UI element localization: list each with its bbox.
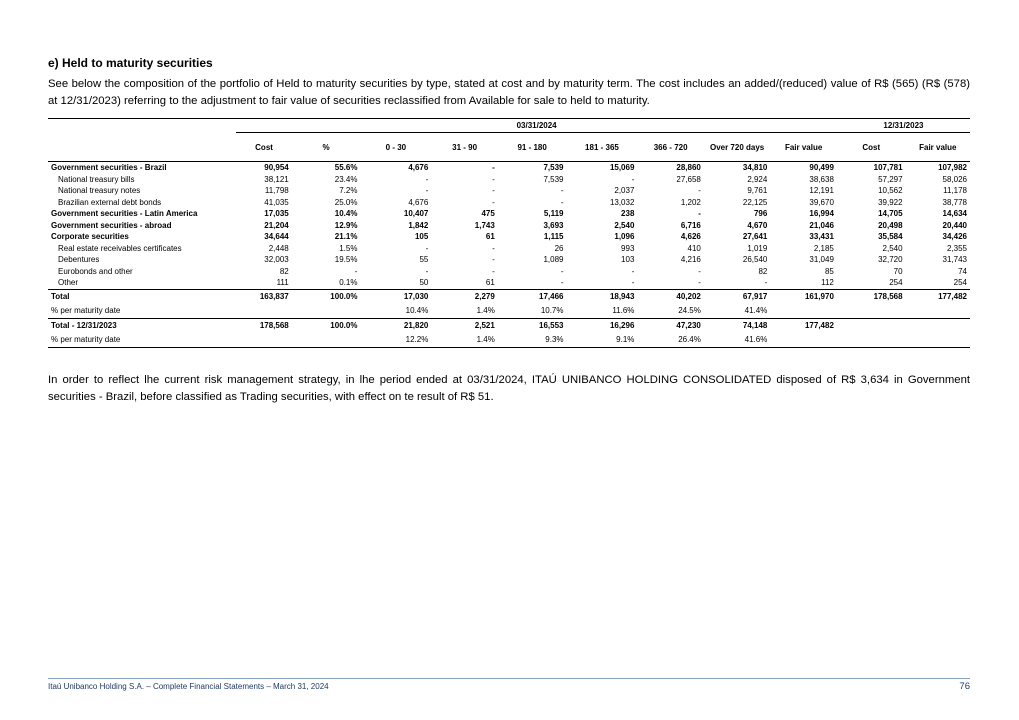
table-cell: 38,778 <box>942 197 967 207</box>
row-label: Eurobonds and other <box>58 266 133 276</box>
table-cell: 3,693 <box>543 220 564 230</box>
table-cell: 16,553 <box>498 318 567 333</box>
table-cell: 15,069 <box>609 163 635 173</box>
table-cell: 16,296 <box>567 318 638 333</box>
section-heading: e) Held to maturity securities <box>48 56 213 70</box>
table-cell: 26 <box>554 243 564 253</box>
table-cell: 11.6% <box>612 306 635 315</box>
table-cell: 19.5% <box>334 255 358 265</box>
table-cell: 163,837 <box>236 289 291 304</box>
table-cell: - <box>492 243 495 253</box>
table-cell: 9.3% <box>498 333 567 348</box>
table-cell: 27,641 <box>742 232 768 242</box>
table-cell <box>292 333 361 348</box>
table-row <box>48 304 970 319</box>
table-cell: 61 <box>485 232 495 242</box>
table-cell: 28,860 <box>676 163 701 173</box>
table-cell: 13,032 <box>609 197 635 207</box>
table-cell: 31,743 <box>942 255 967 265</box>
table-cell: 67,917 <box>704 289 770 304</box>
table-cell: 21,204 <box>264 220 289 230</box>
table-cell: 18,943 <box>567 289 638 304</box>
table-cell: 10,407 <box>403 209 429 219</box>
table-cell: 32,720 <box>878 255 903 265</box>
table-cell: - <box>631 174 635 184</box>
col-header: Cost <box>837 133 906 162</box>
col-header: 181 - 365 <box>567 133 638 162</box>
table-cell <box>837 304 906 319</box>
table-cell: 20,440 <box>942 220 967 230</box>
table-cell: 10.4% <box>334 209 358 219</box>
table-cell: 17,030 <box>360 289 431 304</box>
table-cell: 1,096 <box>614 232 635 242</box>
row-label: Corporate securities <box>51 232 129 242</box>
col-header: Over 720 days <box>704 133 770 162</box>
table-row <box>48 289 970 304</box>
table-cell: - <box>425 186 429 196</box>
table-cell: 21,820 <box>360 318 431 333</box>
table-cell: 14,634 <box>942 209 967 219</box>
col-header: 91 - 180 <box>498 133 567 162</box>
table-cell: - <box>631 266 635 276</box>
table-cell <box>837 318 906 333</box>
col-header: Fair value <box>906 133 970 162</box>
table-cell: 178,568 <box>236 318 291 333</box>
table-cell: 2,185 <box>813 243 834 253</box>
table-cell: - <box>354 266 358 276</box>
col-header: % <box>292 133 361 162</box>
table-cell: 238 <box>621 209 635 219</box>
table-cell: 90,499 <box>809 163 834 173</box>
table-cell <box>906 333 970 348</box>
table-cell: 1,743 <box>474 220 495 230</box>
table-cell: 178,568 <box>837 289 906 304</box>
table-cell: 177,482 <box>906 289 970 304</box>
row-label: National treasury notes <box>58 186 141 196</box>
table-cell: 82 <box>279 266 289 276</box>
table-cell: 796 <box>753 209 768 219</box>
table-cell: 1,089 <box>543 255 564 265</box>
table-cell: 34,426 <box>942 232 967 242</box>
table-row <box>48 185 970 197</box>
table-cell: 74,148 <box>704 318 770 333</box>
row-label: Brazilian external debt bonds <box>58 197 162 207</box>
table-cell: 14,705 <box>878 209 903 219</box>
table-cell: 2,924 <box>747 174 768 184</box>
table-cell: 2,037 <box>614 186 635 196</box>
table-cell: 40,202 <box>637 289 703 304</box>
row-label: % per maturity date <box>51 306 121 315</box>
table-cell: 38,638 <box>809 174 834 184</box>
table-cell: 4,216 <box>680 255 701 265</box>
table-cell: 254 <box>953 278 967 288</box>
table-cell: 112 <box>821 278 834 288</box>
table-cell: 410 <box>687 243 701 253</box>
table-cell: 90,954 <box>264 163 289 173</box>
table-row <box>48 254 970 266</box>
table-cell: 9.1% <box>567 333 638 348</box>
table-cell: 2,540 <box>614 220 635 230</box>
table-cell: 21,046 <box>809 220 834 230</box>
table-cell: 10.7% <box>540 306 564 315</box>
securities-table <box>48 118 970 348</box>
table-cell: 12.2% <box>360 333 431 348</box>
table-cell: - <box>560 266 564 276</box>
table-cell: 74 <box>958 266 967 276</box>
table-cell: 107,982 <box>938 163 967 173</box>
col-header: 0 - 30 <box>360 133 431 162</box>
table-cell: 21.1% <box>334 232 358 242</box>
row-label: Government securities - abroad <box>51 220 172 230</box>
table-cell <box>236 304 291 319</box>
table-cell: 103 <box>621 255 635 265</box>
table-row <box>48 208 970 220</box>
table-cell: - <box>492 197 495 207</box>
table-cell: 24.5% <box>678 306 701 315</box>
table-cell: 61 <box>485 278 495 288</box>
table-cell: 2,279 <box>431 289 497 304</box>
table-cell: - <box>492 266 495 276</box>
table-cell <box>770 304 837 319</box>
table-row <box>48 174 970 186</box>
table-cell: 6,716 <box>680 220 701 230</box>
table-cell <box>906 304 970 319</box>
table-cell <box>236 333 291 348</box>
table-cell: - <box>631 278 635 288</box>
col-header: 31 - 90 <box>431 133 497 162</box>
table-cell: 10,562 <box>878 186 903 196</box>
table-cell: 7,539 <box>543 163 564 173</box>
table-row <box>48 318 970 333</box>
table-cell: 4,676 <box>408 163 429 173</box>
table-cell: - <box>492 255 495 265</box>
table-cell: 1.4% <box>476 306 495 315</box>
table-cell <box>837 333 906 348</box>
table-cell: 100.0% <box>292 318 361 333</box>
row-label: Government securities - Latin America <box>51 209 198 219</box>
table-cell: 11,178 <box>943 186 967 196</box>
table-cell: 1.4% <box>431 333 497 348</box>
table-cell: 161,970 <box>770 289 837 304</box>
table-cell: 12.9% <box>334 220 358 230</box>
table-row <box>48 231 970 243</box>
table-row <box>48 333 970 348</box>
table-cell: - <box>698 278 701 288</box>
table-cell <box>292 304 361 319</box>
row-label: Debentures <box>58 255 100 265</box>
table-cell: 107,781 <box>873 163 903 173</box>
table-cell: 1,842 <box>408 220 429 230</box>
table-cell <box>906 318 970 333</box>
table-cell: 39,922 <box>878 197 903 207</box>
table-cell: 7.2% <box>339 186 358 196</box>
table-cell: - <box>560 186 564 196</box>
table-cell: 1,115 <box>543 232 564 242</box>
closing-paragraph: In order to reflect lhe current risk management strategy, in lhe period ended at 03/31/2024, ITAÚ UNIBANCO HOLDING CONSOLIDATED disposed of R$ 3,634 in Government securities - Brazil, before classified as Trading securities, with effect on te result of R$ 51. <box>48 374 970 403</box>
table-cell: 254 <box>889 278 903 288</box>
table-cell: 34,644 <box>264 232 289 242</box>
table-cell: 25.0% <box>334 197 358 207</box>
table-cell: - <box>492 186 495 196</box>
intro-paragraph: See below the composition of the portfolio of Held to maturity securities by type, stated at cost and by maturity term. The cost includes an added/(reduced) value of R$ (565) (R$ (578) at 12/31/2023) referring to the adjustment to fair value of securities reclassified from Available for sale to held to maturity. <box>48 78 970 107</box>
table-cell: 58,026 <box>942 174 967 184</box>
table-cell: 41.4% <box>744 306 768 315</box>
table-cell: 35,584 <box>878 232 903 242</box>
table-cell: 105 <box>414 232 429 242</box>
table-row <box>48 162 970 174</box>
row-label: Other <box>58 278 79 288</box>
footer-text: Itaú Unibanco Holding S.A. – Complete Financial Statements – March 31, 2024 <box>48 682 329 691</box>
table-cell: 26.4% <box>637 333 703 348</box>
table-cell: 55 <box>419 255 429 265</box>
footer-divider <box>48 678 970 679</box>
table-cell: - <box>560 197 564 207</box>
table-cell: 993 <box>621 243 635 253</box>
table-cell: 70 <box>893 266 903 276</box>
table-cell: 4,670 <box>747 220 768 230</box>
table-cell: 17,035 <box>264 209 289 219</box>
period-current: 03/31/2024 <box>236 119 837 133</box>
page-number: 76 <box>959 681 970 692</box>
table-cell: - <box>425 243 429 253</box>
table-cell: 1.5% <box>339 243 358 253</box>
table-cell: 23.4% <box>334 174 358 184</box>
period-previous: 12/31/2023 <box>837 119 970 133</box>
table-cell: 16,994 <box>809 209 834 219</box>
table-row <box>48 220 970 232</box>
table-cell: 55.6% <box>334 163 358 173</box>
table-cell: 4,626 <box>680 232 701 242</box>
table-cell <box>770 333 837 348</box>
period-header-row <box>48 119 970 133</box>
row-label: National treasury bills <box>58 174 135 184</box>
table-cell: - <box>425 174 429 184</box>
table-cell: 38,121 <box>264 174 289 184</box>
table-cell: 41.6% <box>704 333 770 348</box>
table-cell: 20,498 <box>878 220 903 230</box>
table-cell: 1,019 <box>747 243 768 253</box>
table-cell: 475 <box>481 209 495 219</box>
row-label: Total - 12/31/2023 <box>48 318 236 333</box>
row-label: Real estate receivables certificates <box>58 243 182 253</box>
table-cell: 12,191 <box>809 186 834 196</box>
table-cell: 26,540 <box>742 255 768 265</box>
table-cell: 22,125 <box>742 197 768 207</box>
table-cell: - <box>492 174 495 184</box>
table-row <box>48 266 970 278</box>
table-cell: 82 <box>758 266 768 276</box>
table-cell: 57,297 <box>878 174 903 184</box>
column-header-row <box>48 133 970 162</box>
table-row <box>48 277 970 289</box>
row-label: % per maturity date <box>48 333 236 348</box>
table-cell: 7,539 <box>543 174 564 184</box>
table-cell: 100.0% <box>292 289 361 304</box>
table-cell: 2,521 <box>431 318 497 333</box>
table-cell: 32,003 <box>264 255 289 265</box>
table-cell: 41,035 <box>264 197 289 207</box>
table-cell: - <box>698 209 701 219</box>
table-cell: 9,761 <box>747 186 768 196</box>
row-label: Total <box>48 289 236 304</box>
table-cell: - <box>560 278 564 288</box>
col-header: Cost <box>236 133 291 162</box>
col-header: 366 - 720 <box>637 133 703 162</box>
table-cell: 85 <box>824 266 834 276</box>
table-cell: - <box>764 278 768 288</box>
table-cell: 31,049 <box>809 255 834 265</box>
table-cell: 2,355 <box>946 243 967 253</box>
col-header: Fair value <box>770 133 837 162</box>
table-cell: 33,431 <box>809 232 834 242</box>
table-cell: 27,658 <box>676 174 701 184</box>
table-cell: 5,119 <box>543 209 564 219</box>
table-cell: 1,202 <box>680 197 701 207</box>
table-cell: 10.4% <box>405 306 429 315</box>
table-cell: 2,448 <box>268 243 289 253</box>
table-cell: 17,466 <box>498 289 567 304</box>
table-cell: 34,810 <box>742 163 768 173</box>
row-label: Government securities - Brazil <box>51 163 167 173</box>
table-cell: 2,540 <box>882 243 903 253</box>
table-cell: - <box>698 266 701 276</box>
table-cell: 11,798 <box>264 186 289 196</box>
table-cell: - <box>492 163 495 173</box>
table-cell: 177,482 <box>770 318 837 333</box>
table-cell: 0.1% <box>339 278 358 288</box>
table-cell: 47,230 <box>637 318 703 333</box>
table-row <box>48 243 970 255</box>
table-cell: 4,676 <box>408 197 429 207</box>
table-cell: 39,670 <box>809 197 834 207</box>
table-cell: 50 <box>419 278 429 288</box>
table-cell: 111 <box>276 278 289 288</box>
table-row <box>48 197 970 209</box>
table-cell: - <box>425 266 429 276</box>
table-cell: - <box>698 186 701 196</box>
